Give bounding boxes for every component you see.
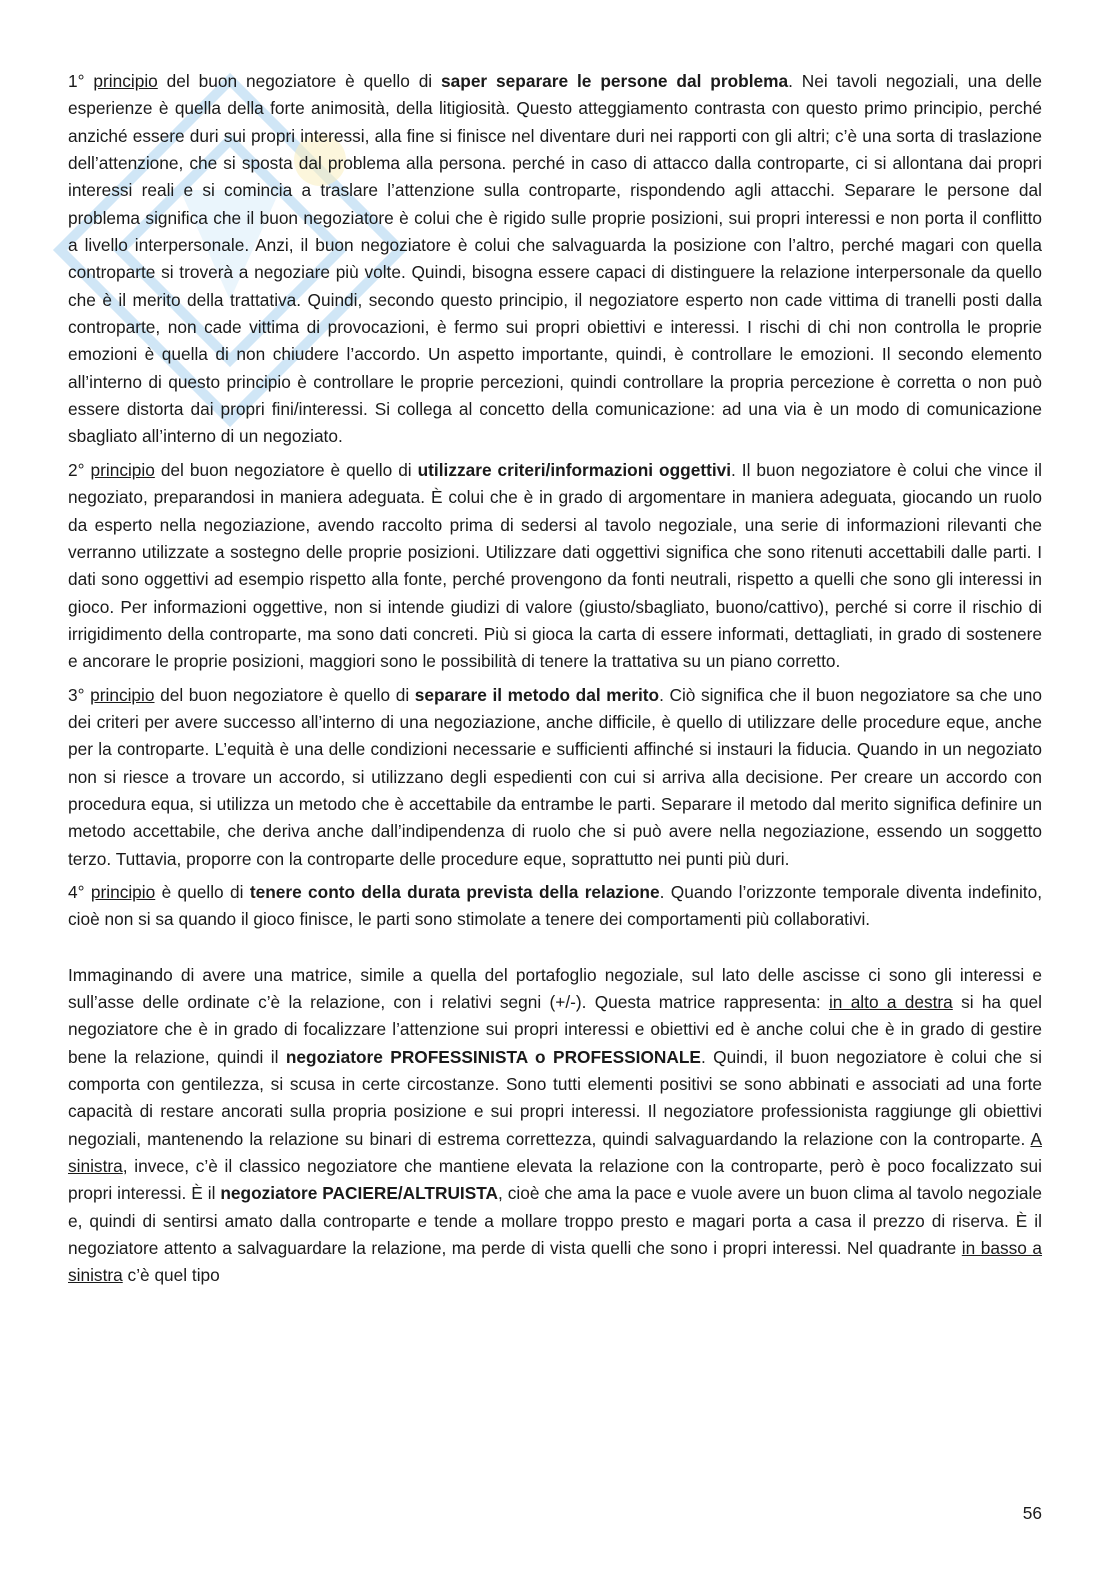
- text-run: del buon negoziatore è quello di: [154, 459, 418, 480]
- text-run: . Il buon negoziatore è colui che vince il negoziato, preparandosi in maniera adeguata. È colui che è in grado di argomentare in maniera adeguata, giocando un ruolo da esperto nella negoziazione, avendo raccolto prima di sedersi al tavolo negoziale, una serie di informazioni rilevanti che verranno utilizzate a sostegno delle proprie posizioni. Utilizzare dati oggettivi significa che sono ritenuti accettabili dalle parti. I dati sono oggettivi ad esempio rispetto alla fonte, perché provengono da fonti neutrali, rispetto a quelli che sono gli interessi in gioco. Per informazioni oggettive, non si intende giudizi di valore (giusto/sbagliato, buono/cattivo), perché si corre il rischio di irrigidimento della controparte, ma sono dati concreti. Più si gioca la carta di essere informati, dettagliati, in grado di sostenere e ancorare le proprie posizioni, maggiori sono le possibilità di tenere la trattativa su un piano corretto.: [68, 459, 1042, 672]
- underlined-phrase: principio: [90, 881, 156, 902]
- text-run: , cioè che ama la pace e vuole avere un buon clima al tavolo negoziale e, quindi di sentirsi amato dalla controparte e tende a mollare troppo presto e magari porta a casa il prezzo di riserva. È il negoziatore attento a salvaguardare la relazione, ma perde di vista quelli che sono i propri interessi. Nel quadrante: [68, 1183, 1042, 1259]
- underlined-phrase: principio: [90, 684, 155, 705]
- text-run: , invece, c’è il classico negoziatore che mantiene elevata la relazione con la controparte, però è poco focalizzato sui propri interessi. È il: [68, 1156, 1042, 1204]
- underlined-phrase: in basso a sinistra: [68, 1238, 1043, 1286]
- underlined-phrase: principio: [93, 71, 158, 91]
- paragraph-p1: [68, 68, 1042, 451]
- text-run: . Quindi, il buon negoziatore è colui che si comporta con gentilezza, si scusa in certe circostanze. Sono tutti elementi positivi se sono abbinati e associati ad una forte capacità di restare ancorati sulla propria posizione e sui propri interessi. Il negoziatore professionista raggiunge gli obiettivi negoziali, mantenendo la relazione su binari di estrema correttezza, quindi salvaguardando la relazione con la controparte.: [68, 1046, 1042, 1149]
- paragraph-p3: [68, 682, 1042, 873]
- paragraph-p5: [68, 962, 1042, 1290]
- text-run: 4°: [68, 881, 91, 902]
- bold-phrase: saper separare le persone dal problema: [441, 71, 789, 91]
- bold-phrase: negoziatore PROFESSINISTA o PROFESSIONALE: [285, 1046, 701, 1067]
- text-run: del buon negoziatore è quello di: [154, 684, 415, 705]
- bold-phrase: separare il metodo dal merito: [414, 684, 660, 705]
- bold-phrase: utilizzare criteri/informazioni oggettivi: [417, 459, 732, 480]
- bold-phrase: tenere conto della durata prevista della relazione: [249, 881, 660, 902]
- text-run: è quello di: [155, 881, 250, 902]
- text-run: c’è quel tipo: [122, 1265, 220, 1286]
- text-run: 2°: [68, 459, 91, 480]
- text-run: 1°: [68, 71, 94, 91]
- text-run: 3°: [68, 684, 91, 705]
- paragraph-p4: [68, 879, 1042, 934]
- text-run: . Ciò significa che il buon negoziatore sa che uno dei criteri per avere successo all’interno di una negoziazione, anche difficile, è quello di utilizzare delle procedure eque, anche per la controparte. L’equità è una delle condizioni necessarie e sufficienti affinché si instauri la fiducia. Quando in un negoziato non si riesce a trovare un accordo, si utilizzano degli espedienti con cui si arriva alla decisione. Per creare un accordo con procedura equa, si utilizza un metodo che è accettabile da entrambe le parti. Separare il metodo dal merito significa definire un metodo accettabile, che deriva anche dall’indipendenza di ruolo che si può avere nella negoziazione, essendo un soggetto terzo. Tuttavia, proporre con la controparte delle procedure eque, soprattutto nei punti più duri.: [68, 684, 1042, 869]
- underlined-phrase: in alto a destra: [828, 992, 953, 1012]
- underlined-phrase: principio: [90, 459, 155, 480]
- page-body: [68, 68, 1042, 1296]
- text-run: si ha quel negoziatore che è in grado di focalizzare l’attenzione sui propri interessi e obiettivi ed è anche colui che è in grado di gestire bene la relazione, quindi il: [68, 992, 1043, 1067]
- text-run: . Nei tavoli negoziali, una delle esperienze è quella della forte animosità, della litigiosità. Questo atteggiamento contrasta con questo primo principio, perché anziché essere duri sui propri interessi, alla fine si finisce nel diventare duri nei rapporti con gli altri; c’è una sorta di traslazione dell’attenzione, che si sposta dal problema alla persona. perché in caso di attacco dalla controparte, ci si allontana dai propri interessi reali e si comincia a traslare l’attenzione sulla controparte, rispondendo agli attacchi. Separare le persone dal problema significa che il buon negoziatore è colui che è rigido sulle proprie posizioni, sui propri interessi e non porta il conflitto a livello interpersonale. Anzi, il buon negoziatore è colui che salvaguarda la posizione con l’altro, perché magari con quella controparte si troverà a negoziare più volte. Quindi, bisogna essere capaci di distinguere la relazione interpersonale da quello che è il merito della trattativa. Quindi, secondo questo principio, il negoziatore esperto non cade vittima di tranelli posti dalla controparte, non cade vittima di provocazioni, è fermo sui propri obiettivi e interessi. I rischi di chi non controlla le proprie emozioni è quella di non chiudere l’accordo. Un aspetto importante, quindi, è controllare le emozioni. Il secondo elemento all’interno di questo principio è controllare le proprie percezioni, quindi controllare la propria percezione è corretta o non può essere distorta dai propri fini/interessi. Si collega al concetto della comunicazione: ad una via è un modo di comunicazione sbagliato all’interno di un negoziato.: [68, 71, 1042, 447]
- paragraph-p2: [68, 457, 1042, 676]
- underlined-phrase: A sinistra: [68, 1128, 1042, 1177]
- text-run: . Quando l’orizzonte temporale diventa indefinito, cioè non si sa quando il gioco finisce, le parti sono stimolate a tenere dei comportamenti più collaborativi.: [68, 881, 1043, 930]
- text-run: Immaginando di avere una matrice, simile a quella del portafoglio negoziale, sul lato delle ascisse ci sono gli interessi e sull’asse delle ordinate c’è la relazione, con i relativi segni (+/-). Questa matrice rappresenta:: [68, 964, 1042, 1012]
- bold-phrase: negoziatore PACIERE/ALTRUISTA: [220, 1183, 498, 1204]
- page-number: 56: [1022, 1503, 1042, 1523]
- text-run: del buon negoziatore è quello di: [157, 71, 442, 91]
